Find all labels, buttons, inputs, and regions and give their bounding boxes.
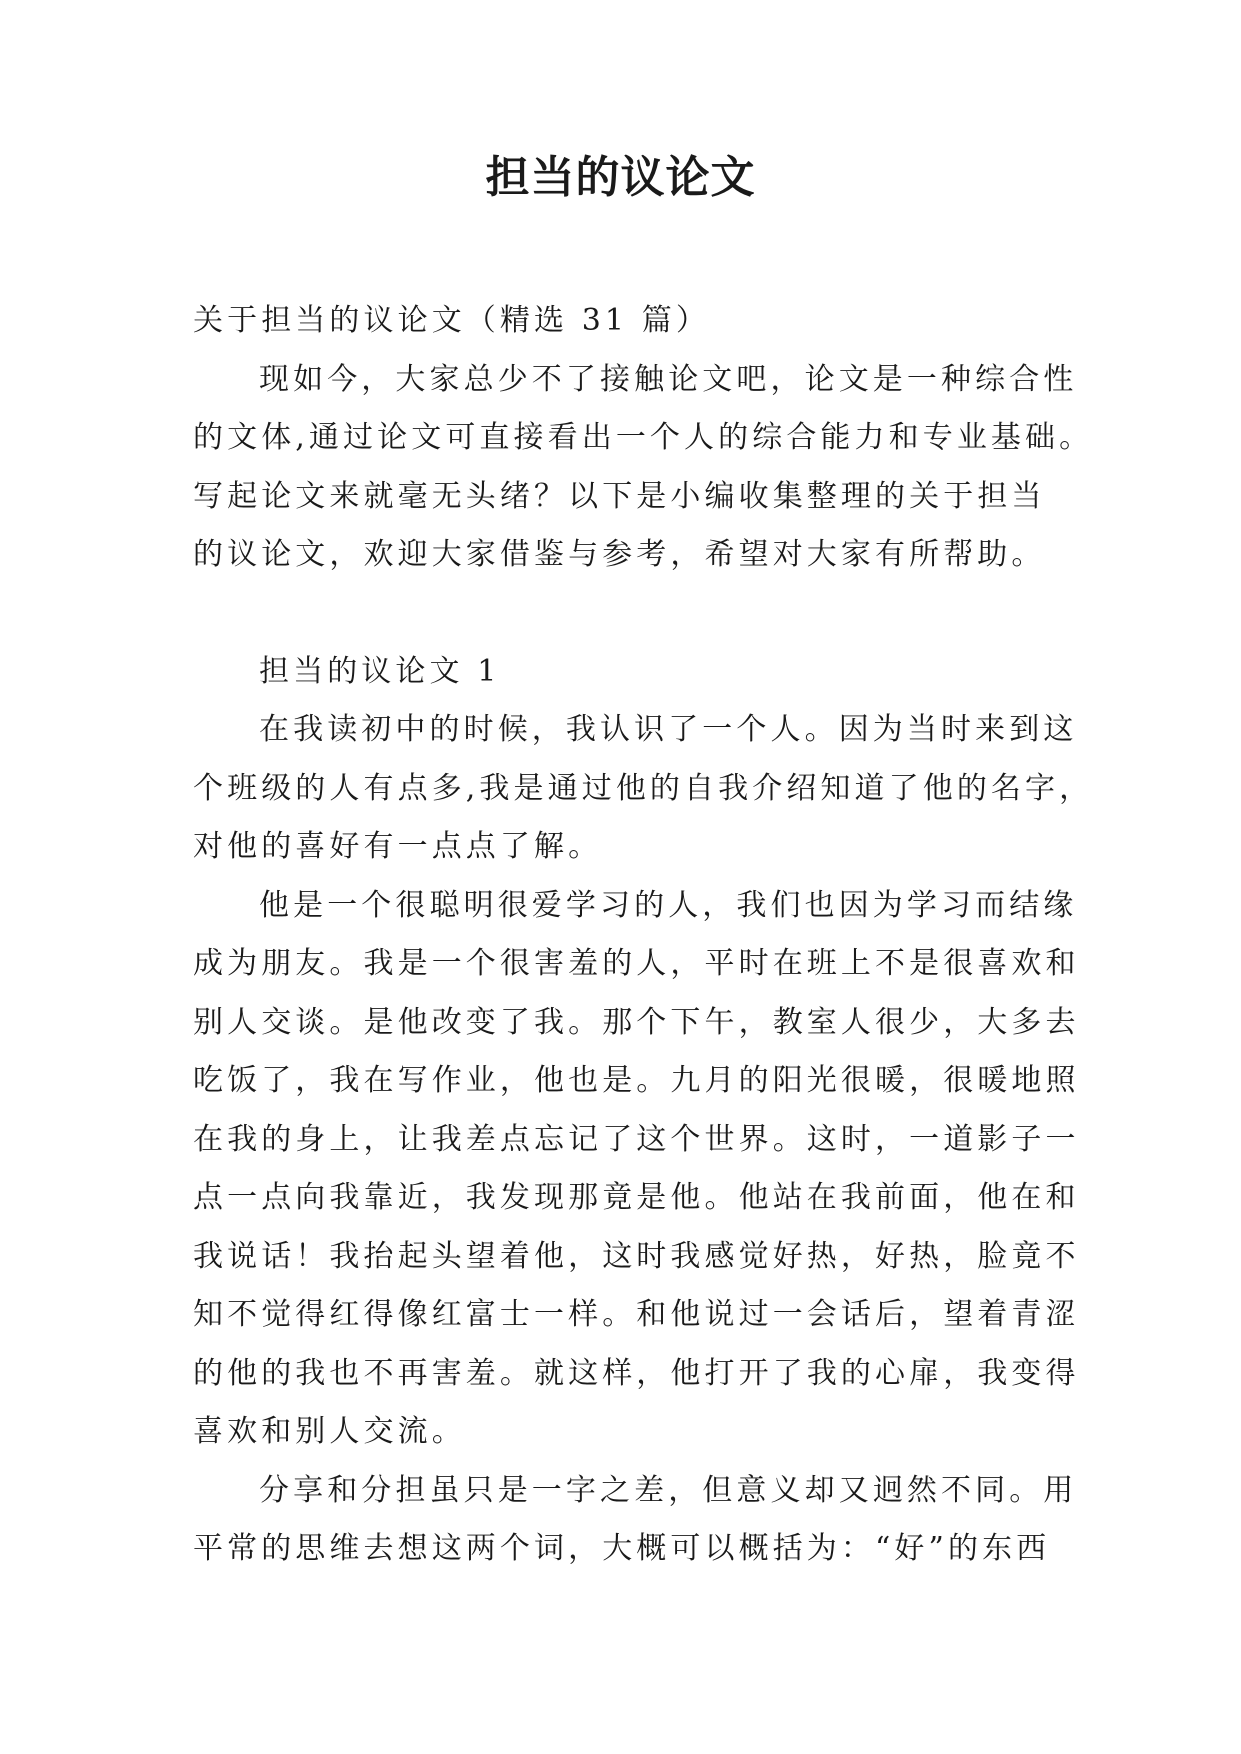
document-subtitle: 关于担当的议论文（精选 31 篇）: [193, 303, 710, 338]
paragraph-2: [193, 877, 1080, 1462]
text-line: 吃饭了，我在写作业，他也是。九月的阳光很暖，很暖地照: [193, 1063, 1080, 1098]
text-line: 点一点向我靠近，我发现那竟是他。他站在我前面，他在和: [193, 1180, 1080, 1215]
text-line: 喜欢和别人交流。: [193, 1414, 466, 1449]
intro-paragraph: [193, 351, 1094, 585]
text-line: 别人交谈。是他改变了我。那个下午，教室人很少，大多去: [193, 1004, 1080, 1040]
text-line: 的议论文，欢迎大家借鉴与参考，希望对大家有所帮助。: [193, 537, 1046, 572]
text-line: 现如今，大家总少不了接触论文吧，论文是一种综合性: [259, 361, 1078, 397]
text-line: 的他的我也不再害羞。就这样，他打开了我的心扉，我变得: [193, 1355, 1080, 1391]
document-body: [193, 292, 1094, 1579]
text-line: 成为朋友。我是一个很害羞的人，平时在班上不是很喜欢和: [193, 946, 1080, 981]
text-line: 在我的身上，让我差点忘记了这个世界。这时，一道影子一: [193, 1121, 1080, 1157]
text-line: 对他的喜好有一点点了解。: [193, 829, 603, 864]
document-title: 担当的议论文: [485, 152, 756, 203]
text-line: 分享和分担虽只是一字之差，但意义却又迥然不同。用: [259, 1472, 1078, 1508]
paragraph-spacer: [193, 585, 1053, 643]
paragraph-3: [193, 1462, 1078, 1579]
text-line: 平常的思维去想这两个词，大概可以概括为：“好”的东西: [193, 1531, 1051, 1566]
text-line: 在我读初中的时候，我认识了一个人。因为当时来到这: [259, 712, 1078, 747]
text-line: 我说话！我抬起头望着他，这时我感觉好热，好热，脸竟不: [193, 1238, 1080, 1274]
text-line: 的文体,通过论文可直接看出一个人的综合能力和专业基础。: [193, 420, 1094, 455]
text-line: 他是一个很聪明很爱学习的人，我们也因为学习而结缘: [259, 887, 1078, 923]
text-line: 知不觉得红得像红富士一样。和他说过一会话后，望着青涩: [193, 1297, 1080, 1332]
paragraph-1: [193, 701, 1094, 877]
text-line: 写起论文来就毫无头绪？以下是小编收集整理的关于担当: [193, 478, 1046, 514]
text-line: 个班级的人有点多,我是通过他的自我介绍知道了他的名字，: [193, 770, 1094, 806]
section-heading: 担当的议论文 1: [259, 653, 501, 689]
